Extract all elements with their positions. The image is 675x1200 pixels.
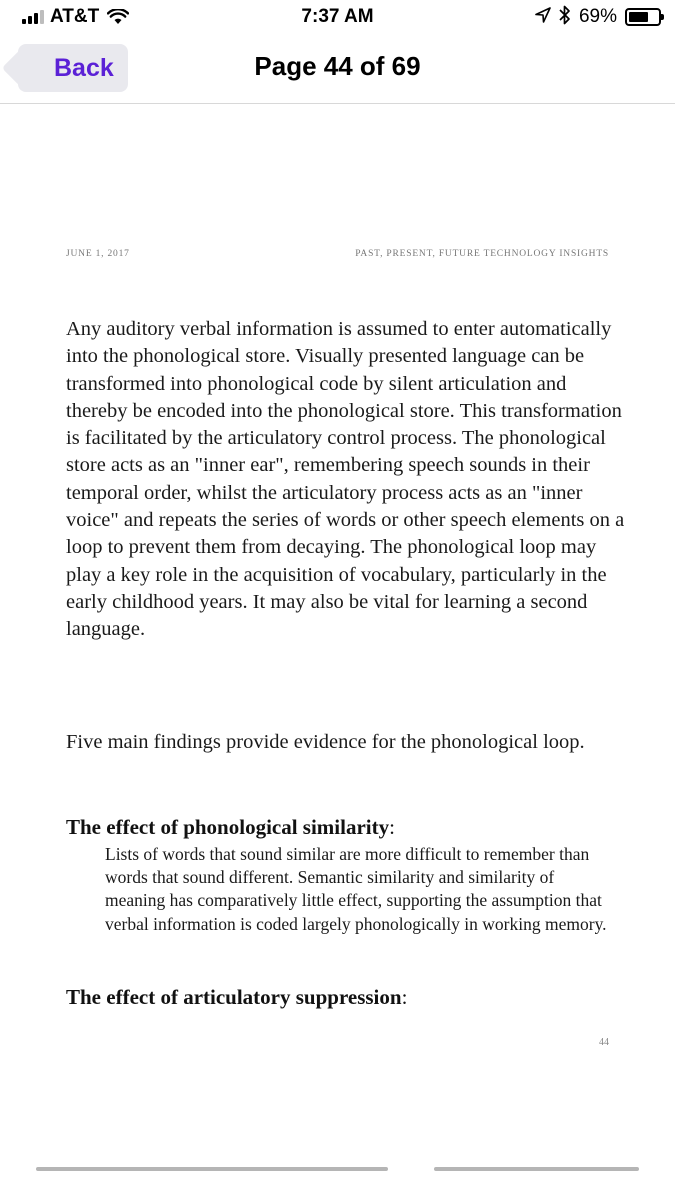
document-page[interactable]	[0, 105, 675, 1165]
heading-text: The effect of articulatory suppression	[66, 985, 402, 1009]
clock: 7:37 AM	[301, 6, 374, 27]
scroll-indicator-left[interactable]	[36, 1167, 388, 1171]
status-bar	[0, 0, 675, 36]
carrier-label: AT&T	[50, 6, 100, 27]
heading-text: The effect of phonological similarity	[66, 815, 390, 839]
running-head-title: PAST, PRESENT, FUTURE TECHNOLOGY INSIGHTS	[355, 249, 609, 259]
battery-percent: 69%	[578, 6, 617, 27]
running-head	[66, 249, 609, 259]
scroll-indicator-right[interactable]	[434, 1167, 639, 1171]
battery-icon	[625, 8, 661, 26]
page-number: 44	[599, 1037, 609, 1048]
status-right	[535, 6, 661, 28]
body-paragraph-1: Any auditory verbal information is assumed to enter automatically into the phonological store. Visually presented language can be transformed into phonological code by silent articulation and thereby be encoded into the phonological store. This transformation is facilitated by the articulatory control process. The phonological store acts as an "inner ear", remembering speech sounds in their temporal order, whilst the articulatory process acts as an "inner voice" and repeats the series of words or other speech elements on a loop to prevent them from decaying. The phonological loop may play a key role in the acquisition of vocabulary, particularly in the early childhood years. It may also be vital for learning a second language.	[66, 318, 625, 641]
bluetooth-icon	[559, 5, 571, 30]
battery-level	[629, 12, 648, 22]
section-text-phonological-similarity: Lists of words that sound similar are more difficult to remember than words that sound different. Semantic similarity and similarity of meaning has comparatively little effect, supporting the assumption that verbal information is coded largely phonologically in working memory.	[105, 844, 607, 934]
page-title: Page 44 of 69	[254, 51, 421, 81]
location-icon	[535, 7, 551, 28]
back-button-label: Back	[54, 53, 114, 82]
running-head-date: JUNE 1, 2017	[66, 249, 130, 259]
body-paragraph-2: Five main findings provide evidence for the phonological loop.	[66, 731, 585, 753]
section-heading-articulatory-suppression	[66, 985, 407, 1010]
scroll-indicators	[0, 1167, 675, 1173]
nav-bar	[0, 36, 675, 104]
section-heading-phonological-similarity	[66, 815, 395, 840]
heading-colon: :	[401, 985, 408, 1009]
heading-colon: :	[389, 815, 395, 839]
